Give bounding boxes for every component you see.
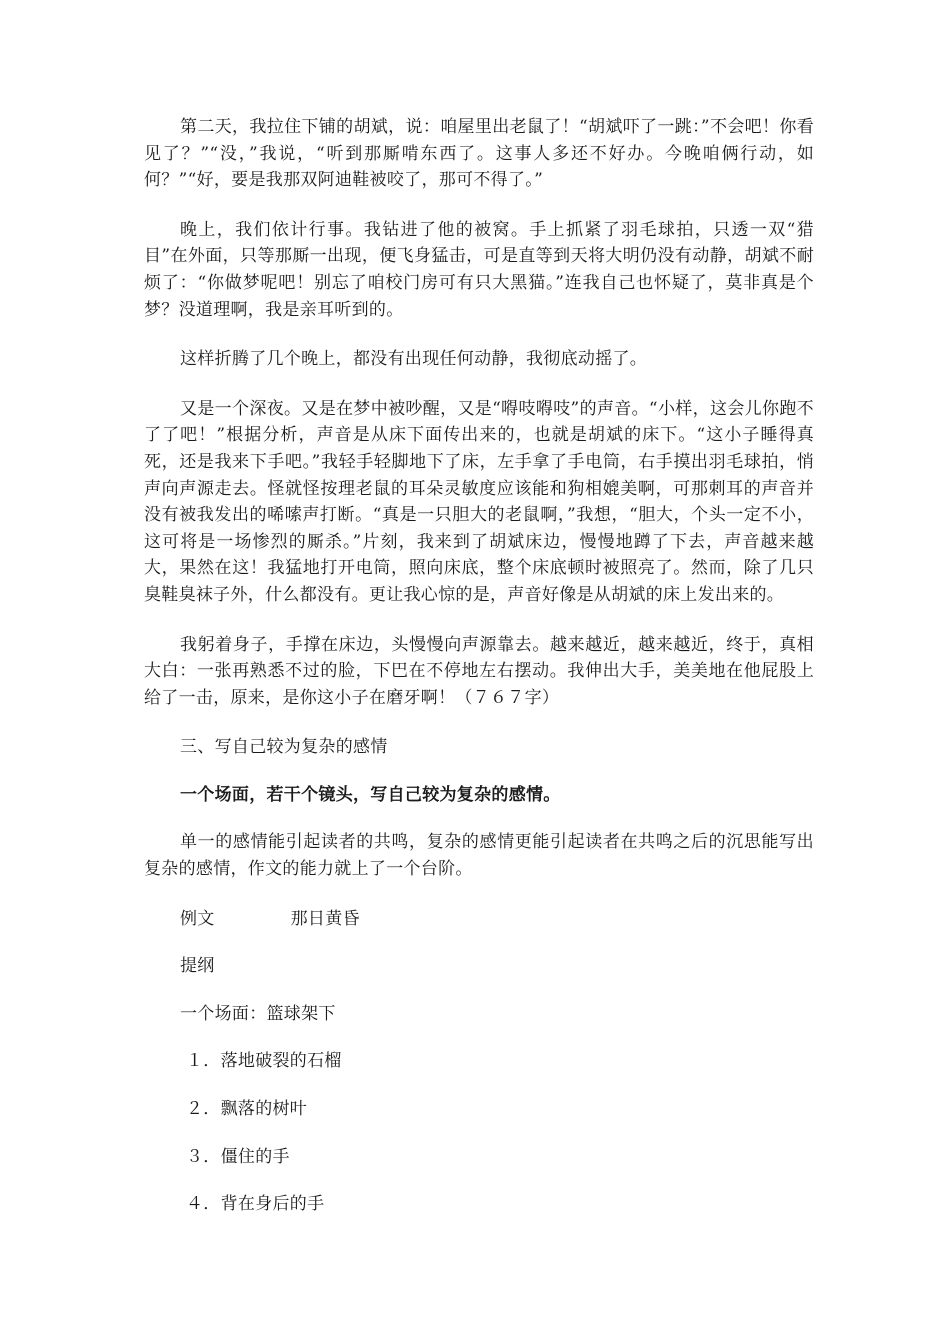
outline-label: 提纲 bbox=[180, 956, 215, 977]
outline-item: １．落地破裂的石榴 bbox=[186, 1051, 342, 1072]
example-line bbox=[144, 906, 814, 933]
outline-item: ３．僵住的手 bbox=[186, 1146, 290, 1167]
outline-item: ２．飘落的树叶 bbox=[186, 1099, 308, 1120]
section-heading: 三、写自己较为复杂的感情 bbox=[180, 737, 388, 758]
paragraph-explanation: 单一的感情能引起读者的共鸣，复杂的感情更能引起读者在共鸣之后的沉思能写出复杂的感情，作文的能力就上了一个台阶。 bbox=[144, 832, 814, 880]
outline-item: ４．背在身后的手 bbox=[186, 1194, 325, 1215]
example-title: 那日黄昏 bbox=[290, 908, 360, 929]
paragraph-several-nights: 这样折腾了几个晚上，都没有出现任何动静，我彻底动摇了。 bbox=[180, 349, 648, 370]
paragraph-late-night: 又是一个深夜。又是在梦中被吵醒，又是“嘚吱嘚吱”的声音。“小样，这会儿你跑不了了吧！”根据分析，声音是从床下面传出来的，也就是胡斌的床下。“这小子睡得真死，还是我来下手吧。”我轻手轻脚地下了床，左手拿了手电筒，右手摸出羽毛球拍，悄声向声源走去。怪就怪按理老鼠的耳朵灵敏度应该能和狗相媲美啊，可那刺耳的声音并没有被我发出的唏嗦声打断。“真是一只胆大的老鼠啊，”我想，“胆大，个头一定不小，这可将是一场惨烈的厮杀。”片刻，我来到了胡斌床边，慢慢地蹲了下去，声音越来越大，果然在这！我猛地打开电筒，照向床底，整个床底顿时被照亮了。然而，除了几只臭鞋臭袜子外，什么都没有。更让我心惊的是，声音好像是从胡斌的床上发出来的。 bbox=[144, 398, 814, 605]
example-label: 例文 bbox=[180, 908, 215, 929]
bold-statement: 一个场面，若干个镜头，写自己较为复杂的感情。 bbox=[180, 784, 561, 805]
document-body bbox=[144, 114, 814, 1239]
paragraph-evening: 晚上，我们依计行事。我钻进了他的被窝。手上抓紧了羽毛球拍，只透一双“猎目”在外面，只等那厮一出现，便飞身猛击，可是直等到天将大明仍没有动静，胡斌不耐烦了：“你做梦呢吧！别忘了咱校门房可有只大黑猫。”连我自己也怀疑了，莫非真是个梦？没道理啊，我是亲耳听到的。 bbox=[144, 219, 814, 320]
paragraph-next-day: 第二天，我拉住下铺的胡斌，说：咱屋里出老鼠了！“胡斌吓了一跳：”不会吧！你看见了？”“没，”我说，“听到那厮啃东西了。这事人多还不好办。今晚咱俩行动，如何？”“好，要是我那双阿迪鞋被咬了，那可不得了。” bbox=[144, 117, 814, 191]
scene-line: 一个场面：篮球架下 bbox=[180, 1003, 336, 1024]
paragraph-truth-revealed: 我躬着身子，手撑在床边，头慢慢向声源靠去。越来越近，越来越近，终于，真相大白：一张再熟悉不过的脸，下巴在不停地左右摆动。我伸出大手，美美地在他屁股上给了一击，原来，是你这小子在磨牙啊！（７６７字） bbox=[144, 634, 814, 708]
